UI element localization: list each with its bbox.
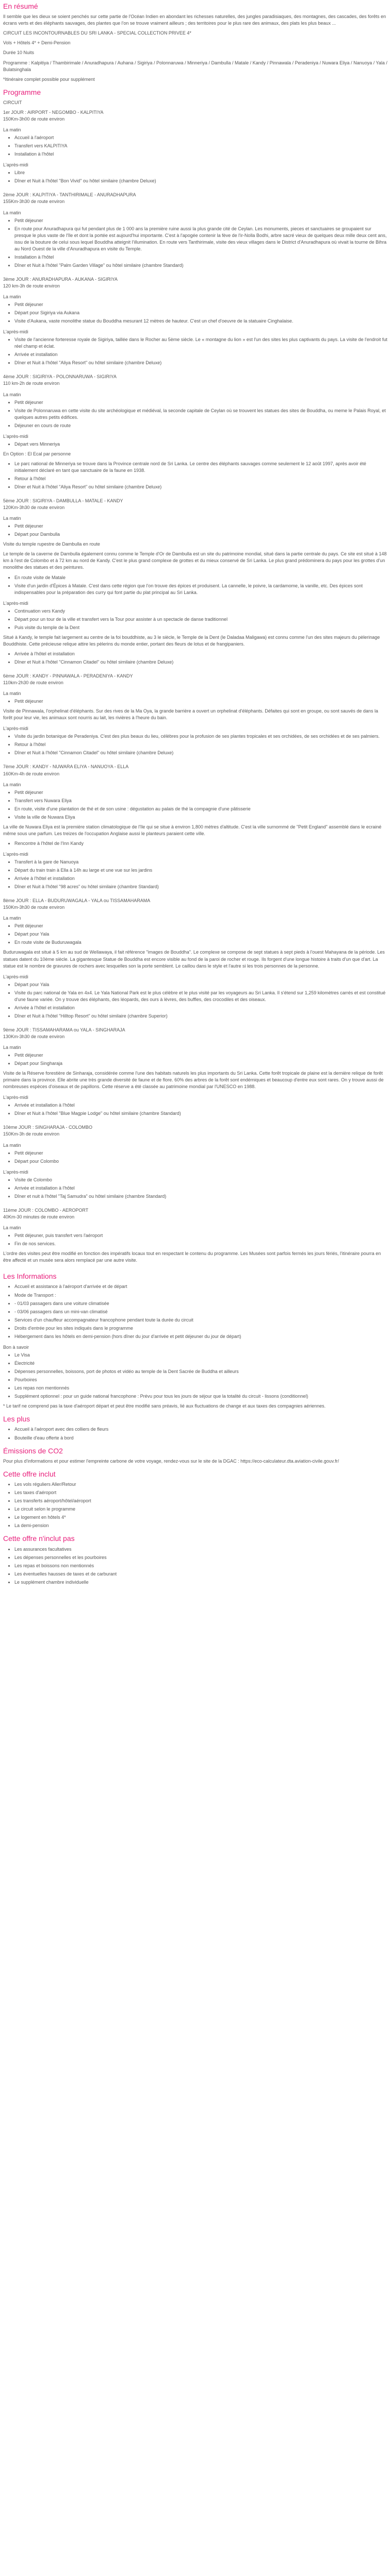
day-block-label: La matin — [3, 210, 21, 215]
day-duration: 110km-2h30 de route environ — [3, 680, 63, 686]
offer-title: Cette offre inclut — [3, 1469, 56, 1478]
bon-item: • Supplément optionnel : pour un guide national francophone : Prévu pour tous les jours de séjour que la totalité du circuit - lissons (conditionnel) — [14, 1393, 388, 1400]
day-duration: 120 km-3h de route environ — [3, 283, 60, 289]
day-block-list — [3, 134, 388, 158]
day-duration: 160Km-4h de route environ — [3, 771, 60, 776]
day-block-label: La matin — [3, 516, 21, 521]
day-block-list — [3, 461, 388, 490]
day-block-label: La matin — [3, 691, 21, 697]
excl-list — [3, 1546, 388, 1586]
day-block-item: • Petit déjeuner — [14, 217, 388, 224]
day-section — [3, 276, 388, 367]
day-section — [3, 1027, 388, 1117]
day-block-item: • En route visite de Matale — [14, 574, 388, 581]
day-block-item: • En route visite de Buduruwagala — [14, 939, 388, 946]
excl-item: • Les repas et boissons non mentionnés — [14, 1563, 388, 1569]
day-block-list — [3, 523, 388, 538]
day-block-item: • Arrivée et installation — [14, 351, 388, 358]
plus-list — [3, 1426, 388, 1441]
day-block-item: • Transfert vers Nuwara Eliya — [14, 798, 388, 804]
day-block-item: • Petit déjeuner — [14, 923, 388, 929]
day-block-list — [3, 1177, 388, 1200]
day-paragraph: Situé à Kandy, le temple fait largement au centre de la foi bouddhiste, au 3 le siècle, le Temple de la Dent (le Daladaa Maligawa) est connu comme l'un des sites majeurs du pèlerinage Bouddhiste. Cette précieuse relique attire les pèlerins du monde entier, portant des fleurs de lotus et de frangipaniers. — [3, 634, 380, 647]
plus-title: Les plus — [3, 1415, 30, 1423]
day-block-item: • Visite du parc national de Yala en 4x4. Le Yala National Park est le plus célèbre et le plus visité par les voyageurs au Sri Lanka. Il s'étend sur 1,259 kilomètres carrés et est constitué d'une faune variée. On y trouve des éléphants, des léopards, des ours à lèvres, des buffles, des crocodiles et des oiseaux. — [14, 990, 388, 1003]
day-block-item: • Petit déjeuner — [14, 698, 388, 705]
day-block-item: • Arrivée et installation à l'hôtel — [14, 1185, 388, 1192]
day-block-item: • Retour à l'hôtel — [14, 741, 388, 748]
day-block-list — [3, 840, 388, 847]
day-block-item: • Petit déjeuner — [14, 1052, 388, 1059]
day-duration: 150Km-3h00 de route environ — [3, 116, 65, 122]
day-title: 2ème JOUR : KALPITIYA - TANTHIRIMALE - ANURADHAPURA — [3, 192, 136, 198]
summary-title: En résumé — [3, 2, 38, 10]
day-title: 3ème JOUR : ANURADHAPURA - AUKANA - SIGIRIYA — [3, 276, 118, 282]
intro-paragraph: *Itinéraire complet possible pour supplément — [3, 76, 95, 82]
day-block-list — [3, 859, 388, 890]
program-title: Programme — [3, 88, 41, 96]
day-block-list — [3, 336, 388, 366]
day-block-item: • En route pour Anuradhapura qui fut pendant plus de 1 000 ans la première ruine aussi la plus grande cité de Ceylan. Les monuments, pieces et sanctuaires se groupaient sur presque le plus vaste de l'île et dont la portée est aujourd'hui importante. C'est à l'apogée contenir la fève de l'ir-Nolla Bodhi, arbre sacré vieux de quelques deux mille deux cent ans, issu de la bouture de celui sous lequel Bouddha atteignit l'illumination. En route vers Tanthirimale, visite des vieux villages dans le District d'Anuradhapura où vivait la tourne de Bihra au Nord Ouest de la ville d'Anuradhapura en visite du Temple. — [14, 226, 388, 252]
day-block-list — [3, 1150, 388, 1165]
day-section — [3, 192, 388, 268]
intro-paragraph: Il semble que les dieux se soient penchés sur cette partie de l'Océan Indien en abondant les richesses naturelles, des jungles paradisiaques, des montagnes, des cascades, des forêts en écrans verts et des éléphants sauvages, des plantes que l'on se trouve vraiment ailleurs ; des territoires pour le plus rare des animaux, des plats les plus beaux ... — [3, 14, 386, 26]
info-item: • - 01/03 passagers dans une voiture climatisée — [14, 1300, 388, 1307]
day-block-list — [3, 301, 388, 325]
day-block-item: • Arrivée et installation à l'hôtel — [14, 1102, 388, 1109]
day-duration: 120Km-3h30 de route environ — [3, 505, 65, 511]
day-section — [3, 498, 388, 666]
day-block-list — [3, 1052, 388, 1067]
day-block-item: • Arrivée à l'hôtel et installation — [14, 1005, 388, 1011]
price-note: * Le tarif ne comprend pas la taxe d'aéroport départ et peut être modifié sans préavis, lié aux fluctuations de change et aux taxes des compagnies aériennes. — [3, 1403, 326, 1409]
day-block-item: • Fin de nos services. — [14, 1241, 388, 1247]
day-block-item: • Départ pour Yala — [14, 981, 388, 988]
day-section — [3, 109, 388, 184]
day-block-item: • Arrivée à l'hôtel et installation — [14, 875, 388, 882]
day-block-label: L'après-midi — [3, 433, 28, 439]
day-title: 4ème JOUR : SIGIRIYA - POLONNARUWA - SIGIRIYA — [3, 374, 117, 380]
day-paragraph: Visite du temple rupestre de Dambulla en route — [3, 541, 100, 547]
intro-paragraph: Durée 10 Nuits — [3, 50, 35, 56]
day-block-list — [3, 1232, 388, 1247]
info-list — [3, 1283, 388, 1340]
day-block-item: • Dîner et Nuit à l'hôtel "Blue Magpie Lodge" ou hôtel similaire (chambre Standard) — [14, 1110, 388, 1117]
day-title: 9ème JOUR : TISSAMAHARAMA ou YALA - SINGHARAJA — [3, 1027, 125, 1032]
day-block-list — [3, 923, 388, 946]
day-block-label: L'après-midi — [3, 600, 28, 606]
day-block-list — [3, 1102, 388, 1117]
day-paragraph: L'ordre des visites peut être modifié en fonction des impératifs locaux tout en respectant le contenu du programme. Les Musées sont parfois fermés les jours fériés, l'itinéraire pourra en être affecté et un musée sera alors remplacé par une autre visite. — [3, 1251, 381, 1263]
offer-list — [3, 1481, 388, 1529]
day-block-item: • En route, visite d'une plantation de thé et de son usine : dégustation au palais de thé la compagnie d'une pâtisserie — [14, 806, 388, 812]
bon-item: • Les repas non mentionnés — [14, 1385, 388, 1392]
day-block-label: L'après-midi — [3, 329, 28, 335]
day-block-label: L'après-midi — [3, 851, 28, 857]
info-item: • - 03/06 passagers dans un mini-van climatisé — [14, 1309, 388, 1315]
excl-item: • Les éventuelles hausses de taxes et de carburant — [14, 1571, 388, 1578]
intro-paragraph: Programme : Kalpitiya / Thambirimale / Anuradhapura / Auhana / Sigiriya / Polonnaruwa / Minneriya / Dambulla / Matale / Kandy / Pinnawala / Peradeniya / Nuwara Eliya / Nanuoya / Yala / Bulatsinghala — [3, 60, 387, 72]
day-block-label: La matin — [3, 1044, 21, 1050]
day-block-item: • Petit déjeuner — [14, 1150, 388, 1157]
day-section — [3, 1124, 388, 1199]
day-block-item: • Transfert à la gare de Nanuoya — [14, 859, 388, 866]
day-block-item: • Visite d'un jardin d'Épices à Matale. C'est dans cette région que l'on trouve des épices et produisent. La cannelle, le poivre, la cardamome, la vanille, etc. Des épices sont indispensables pour la préparation des curry qui font partie du plat principal au Sri Lanka. — [14, 583, 388, 596]
days-list — [3, 109, 388, 1264]
day-block-item: • Départ vers Minneriya — [14, 441, 388, 448]
day-block-label: La matin — [3, 916, 21, 921]
day-block-list — [3, 608, 388, 631]
day-block-item: • Rencontre à l'hôtel de l'Inn Kandy — [14, 840, 388, 847]
plus-item: • Bouteille d'eau offerte à bord — [14, 1435, 388, 1442]
bon-item: • Électricité — [14, 1360, 388, 1367]
day-block-item: • Dîner et Nuit à l'hôtel "Aliya Resort" ou hôtel similaire (chambre Deluxe) — [14, 360, 388, 366]
day-paragraph: Buduruwagala est situé à 5 km au sud de Wellawaya, il fait référence "images de Bouddha". Le complexe se compose de sept statues à sept pieds à l'ouest Mahayana de la période. Les statues datent du 10ème siècle. La gigantesque Statue de Bouddha est encore visible au fond de la paroi de rocher et rouge. Ils forgent d'une longue histoire à traits d'un que d'art. La statue est le nombre de gravures de rochers avec lesquelles son la porte semblent. Le caillou dans le style et l'autre si les trois personnes de la personne. — [3, 950, 385, 969]
day-paragraph: Visite de la Réserve forestière de Sinharaja, considérée comme l'une des habitats naturels les plus importants du Sri Lanka. Cette forêt tropicale de plaine est la dernière relique de forêt primaire dans la province. Elle abrite une très grande diversité de faune et de flore. 60% des arbres de la forêt sont endémiques et beaucoup d'entre eux sont rares. On y trouve aussi de nombreuses espèces d'oiseaux et de papillons. Cette réserve a été classée au patrimoine mondial par l'UNESCO en 1988. — [3, 1071, 384, 1090]
day-duration: 150Km-3h de route environ — [3, 1131, 60, 1137]
day-block-item: • Départ pour Sigiriya via Aukana — [14, 310, 388, 316]
bon-item: • Dépenses personnelles, boissons, port de photos et vidéo au temple de la Dent Sacrée de Buddha et ailleurs — [14, 1368, 388, 1375]
day-block-label: L'après-midi — [3, 162, 28, 168]
day-block-item: • Petit déjeuner — [14, 301, 388, 308]
intro-paragraph: CIRCUIT LES INCONTOURNABLES DU SRI LANKA - SPECIAL COLLECTION PRIVEE 4* — [3, 30, 191, 36]
bon-item: • Pourboires — [14, 1377, 388, 1383]
day-title: 1er JOUR : AIRPORT - NEGOMBO - KALPITIYA — [3, 110, 104, 115]
day-block-label: La matin — [3, 1225, 21, 1230]
offer-item: • Le logement en hôtels 4* — [14, 1514, 388, 1521]
day-section — [3, 673, 388, 756]
co2-title: Émissions de CO2 — [3, 1446, 63, 1455]
day-block-item: • Départ du train train à Ella à 14h au large et une vue sur les jardins — [14, 867, 388, 874]
bon-label: Bon à savoir — [3, 1344, 29, 1350]
day-block-item: • Continuation vers Kandy — [14, 608, 388, 615]
day-block-item: • Dîner et Nuit à l'hôtel "Palm Garden Village" ou hôtel similaire (chambre Standard) — [14, 262, 388, 269]
day-block-label: La matin — [3, 392, 21, 397]
day-duration: 110 km-2h de route environ — [3, 381, 60, 386]
day-title: 11ème JOUR : COLOMBO - AEROPORT — [3, 1207, 89, 1213]
day-duration: 155Km-3h30 de route environ — [3, 199, 65, 205]
info-item: • Hébergement dans les hôtels en demi-pension (hors dîner du jour d'arrivée et petit déjeuner du jour de départ) — [14, 1333, 388, 1340]
day-block-item: • Petit déjeuner — [14, 523, 388, 530]
day-block-item: • Dîner et Nuit à l'hôtel "Bon Vivid" ou hôtel similaire (chambre Deluxe) — [14, 178, 388, 184]
info-item: • Mode de Transport : — [14, 1292, 388, 1299]
day-section — [3, 897, 388, 1020]
day-block-item: • Retour à l'hôtel — [14, 476, 388, 482]
day-block-item: • Déjeuner en cours de route — [14, 422, 388, 429]
day-title: 10ème JOUR : SINGHARAJA - COLOMBO — [3, 1125, 93, 1130]
day-block-list — [3, 789, 388, 821]
day-duration: 40Km-30 minutes de route environ — [3, 1214, 75, 1219]
day-block-label: La matin — [3, 782, 21, 787]
day-block-label: L'après-midi — [3, 974, 28, 979]
day-duration: 130Km-3h30 de route environ — [3, 1033, 65, 1039]
excl-item: • Les dépenses personnelles et les pourboires — [14, 1554, 388, 1561]
day-section — [3, 374, 388, 490]
excl-item: • Le supplément chambre individuelle — [14, 1579, 388, 1586]
info-item: • Droits d'entrée pour les sites indiqués dans le programme — [14, 1325, 388, 1332]
excl-item: • Les assurances facultatives — [14, 1546, 388, 1553]
day-block-list — [3, 217, 388, 269]
plus-item: • Accueil à l'aéroport avec des colliers de fleurs — [14, 1426, 388, 1433]
day-block-item: • Dîner et Nuit à l'hôtel "Cinnamon Citadel" ou hôtel similaire (chambre Deluxe) — [14, 659, 388, 666]
offer-item: • Les vols réguliers Aller/Retour — [14, 1481, 388, 1488]
day-section — [3, 764, 388, 890]
day-block-list — [3, 733, 388, 756]
day-paragraph: En Option : El Ecal par personne — [3, 451, 71, 456]
day-block-item: • Le parc national de Minneriya se trouve dans la Province centrale nord de Sri Lanka. Le centre des éléphants sauvages comme seulement le 12 août 1997, après avoir été initialement déclaré en tant que sanctuaire de la faune en 1938. — [14, 461, 388, 474]
offer-item: • Le circuit selon le programme — [14, 1506, 388, 1513]
day-block-item: • Départ pour un tour de la ville et transfert vers la Tour pour assister à un spectacle de danse traditionnel — [14, 616, 388, 623]
day-block-label: La matin — [3, 294, 21, 299]
day-block-list — [3, 981, 388, 1020]
intro-paragraph: Vols + Hôtels 4* + Demi-Pension — [3, 40, 71, 46]
info-item: • Accueil et assistance à l'aéroport d'arrivée et de départ — [14, 1283, 388, 1290]
circuit-label: CIRCUIT — [3, 99, 22, 105]
intro — [3, 13, 388, 82]
day-title: 5ème JOUR : SIGIRIYA - DAMBULLA - MATALE - KANDY — [3, 498, 123, 504]
day-title: 8ème JOUR : ELLA - BUDURUWAGALA - YALA ou TISSAMAHARAMA — [3, 898, 151, 904]
day-block-item: • Départ pour Yala — [14, 931, 388, 938]
day-title: 6ème JOUR : KANDY - PINNAWALA - PERADENIYA - KANDY — [3, 673, 133, 679]
day-block-list — [3, 441, 388, 448]
day-block-item: • Dîner et Nuit à l'hôtel "98 acres" ou hôtel similaire (chambre Standard) — [14, 884, 388, 890]
day-block-list — [3, 698, 388, 705]
day-block-item: • Dîner et Nuit à l'hôtel "Cinnamon Citadel" ou hôtel similaire (chambre Deluxe) — [14, 750, 388, 756]
day-block-item: • Dîner et Nuit à l'hôtel "Hilltop Resort" ou hôtel similaire (chambre Superior) — [14, 1013, 388, 1020]
day-paragraph: Le temple de la caverne de Dambulla également connu comme le Temple d'Or de Dambulla est un site du patrimoine mondial, situé dans la partie centrale du pays. Ce site est situé à 148 km à l'est de Colombo et à 72 km au nord de Kandy. C'est le plus grand complexe de grottes et du mieux conservé de Sri Lanka. Le plus grand prédominera du pays pour les grottes d'un monolithe des statues et des peintures. — [3, 551, 387, 570]
day-block-item: • Accueil à l'aéroport — [14, 134, 388, 141]
day-block-item: • Installation à l'hôtel — [14, 254, 388, 261]
co2-text: Pour plus d'informations et pour estimer l'empreinte carbone de votre voyage, rendez-vous sur le site de la DGAC : https://eco-calculateur.dta.aviation-civile.gouv.fr/ — [3, 1458, 339, 1464]
day-block-item: • Arrivée à l'hôtel et installation — [14, 651, 388, 657]
day-block-item: • Petit déjeuner — [14, 789, 388, 796]
offer-item: • La demi-pension — [14, 1522, 388, 1529]
day-block-item: • Libre — [14, 170, 388, 176]
bon-item: • Le Visa — [14, 1352, 388, 1359]
day-block-item: • Visite du jardin botanique de Peradeniya. C'est des plus beaux du lieu, célèbres pour la profusion de ses plantes tropicales et ses orchidées, de ses orchidées et de ses palmiers. — [14, 733, 388, 740]
day-block-item: • Puis visite du temple de la Dent — [14, 624, 388, 631]
day-block-item: • Visite d'Aukana, vaste monolithe statue du Bouddha mesurant 12 mètres de hauteur. C'est un chef d'oeuvre de la statuaire Cinghalaise. — [14, 318, 388, 325]
day-block-item: • Petit déjeuner — [14, 399, 388, 406]
day-block-item: • Dîner et Nuit à l'hôtel "Aliya Resort" ou hôtel similaire (chambre Deluxe) — [14, 484, 388, 490]
info-title: Les Informations — [3, 1272, 57, 1281]
day-block-item: • Visite de l'ancienne forteresse royale de Sigiriya, taillée dans le Rocher au 5ème siècle. Le « montagne du lion » est l'un des sites les plus captivants du pays. La visite de l'endroit fut réel champ et éclat. — [14, 336, 388, 350]
day-block-item: • Départ pour Dambulla — [14, 531, 388, 538]
excl-title: Cette offre n'inclut pas — [3, 1534, 75, 1543]
day-block-item: • Visite de Colombo — [14, 1177, 388, 1183]
day-block-item: • Départ pour Singharaja — [14, 1060, 388, 1067]
day-block-item: • Départ pour Colombo — [14, 1158, 388, 1165]
day-block-item: • Visite la ville de Nuwara Eliya — [14, 814, 388, 821]
bon-list — [3, 1352, 388, 1400]
day-section — [3, 1207, 388, 1264]
day-block-item: • Petit déjeuner, puis transfert vers l'aéroport — [14, 1232, 388, 1239]
info-item: • Services d'un chauffeur accompagnateur francophone pendant toute la durée du circuit — [14, 1317, 388, 1324]
offer-item: • Les transferts aéroport/hôtel/aéroport — [14, 1498, 388, 1504]
day-block-list — [3, 399, 388, 429]
day-block-item: • Dîner et nuit à l'hôtel "Taj Samudra" ou hôtel similaire (chambre Standard) — [14, 1193, 388, 1200]
day-block-label: La matin — [3, 127, 21, 133]
day-block-label: L'après-midi — [3, 1169, 28, 1175]
day-block-list — [3, 574, 388, 596]
day-duration: 150Km-3h30 de route environ — [3, 905, 65, 910]
day-block-list — [3, 170, 388, 184]
day-block-label: La matin — [3, 1142, 21, 1148]
day-paragraph: Visite de Pinnawala, l'orphelinat d'éléphants. Sur des rives de la Ma Oya, la grande barrière a ouvert un orphelinat d'éléphants. Défaites qui sont en groupe, ou sont sauvés de dans la forêt pour leur vie, les animaux sont nourris au lait, les rivières à l'heure du bain. — [3, 708, 378, 721]
day-block-label: L'après-midi — [3, 726, 28, 732]
day-block-label: L'après-midi — [3, 1095, 28, 1100]
day-block-item: • Transfert vers KALPITIYA — [14, 143, 388, 149]
day-title: 7ème JOUR : KANDY - NUWARA ELIYA - NANUOYA - ELLA — [3, 764, 129, 770]
offer-item: • Les taxes d'aéroport — [14, 1489, 388, 1496]
day-block-item: • Visite de Polonnaruwa en cette visite du site archéologique et médiéval, la seconde capitale de Ceylan où se trouvent les statues des sites de Bouddha, ou meme le Palais Royal, et quelques autres petits édifices. — [14, 408, 388, 421]
day-paragraph: La ville de Nuwara Eliya est la première station climatologique de l'île qui se situe à environ 1,800 mètres d'altitude. C'est la ville surnommé de "Petit England" assemblé dans le ecrainé même sous une parfum. Les treizes de l'occupation Anglaise aussi le planteurs paraient cette ville. — [3, 824, 382, 836]
day-block-list — [3, 651, 388, 666]
day-block-item: • Installation à l'hôtel — [14, 151, 388, 158]
